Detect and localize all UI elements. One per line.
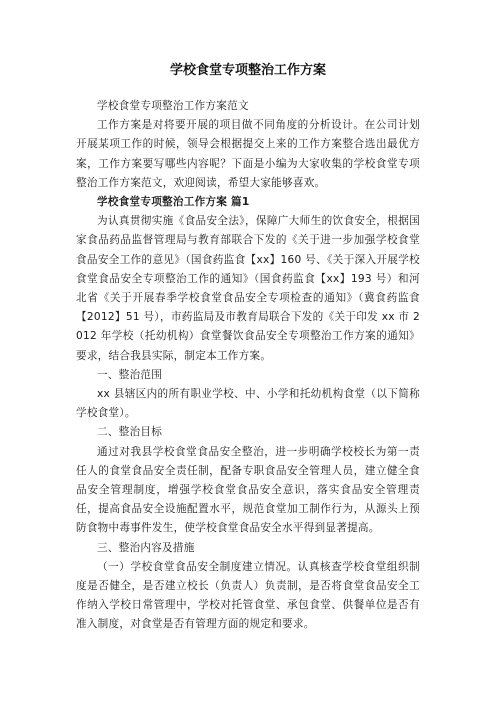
heading-goals: 二、整治目标 [97,426,163,439]
document-title: 学校食堂专项整治工作方案 [169,63,326,78]
section-heading-plan-1: 学校食堂专项整治工作方案 篇1 [97,196,250,209]
paragraph-basis: 为认真贯彻实施《食品安全法》，保障广大师生的饮食安全，根据国家食品药品监督管理局与教育部联合下发的《关于进一步加强学校食堂食品安全工作的意见》（国食药监食【xx】160 号、《关于深入开展学校食堂食品安全专项整治工作的通知》（国食药监食【xx】193 号）和河北省《关于开展春季学校食堂食品安全专项检查的通知》（冀食药监食【2012】51 号），市药监局及市教育局联合下发的《关于印发 xx 市 2012 年学校（托幼机构）食堂餐饮食品安全专项整治工作方案的通知》要求，结合我县实际，制定本工作方案。 [76,215,420,362]
paragraph-goals: 通过对我县学校食堂食品安全整治，进一步明确学校校长为第一责任人的食堂食品安全责任制，配备专职食品安全管理人员，建立健全食品安全管理制度，增强学校食堂食品安全意识，落实食品安全管理责任，提高食品安全设施配置水平，规范食堂加工制作行为，从源头上预防食物中毒事件发生，使学校食堂食品安全水平得到显著提高。 [76,445,420,535]
heading-scope: 一、整治范围 [97,368,163,381]
heading-content-measures: 三、整治内容及措施 [97,541,195,554]
document-body [76,97,420,635]
paragraph-measure-1: （一）学校食堂食品安全制度建立情况。认真核查学校食堂组织制度是否健全，是否建立校长（负责人）负责制，是否将食堂食品安全工作纳入学校日常管理中，学校对托管食堂、承包食堂、供餐单位是否有准入制度，对食堂是否有管理方面的规定和要求。 [76,560,420,631]
paragraph-scope: xx 县辖区内的所有职业学校、中、小学和托幼机构食堂（以下简称学校食堂）。 [76,388,420,420]
paragraph-intro: 工作方案是对将要开展的项目做不同角度的分析设计。在公司计划开展某项工作的时候，领导会根据提交上来的工作方案整合选出最优方案，工作方案要写哪些内容呢？下面是小编为大家收集的学校食堂专项整治工作方案范文，欢迎阅读，希望大家能够喜欢。 [76,119,420,189]
paragraph-subtitle: 学校食堂专项整治工作方案范文 [97,100,249,112]
